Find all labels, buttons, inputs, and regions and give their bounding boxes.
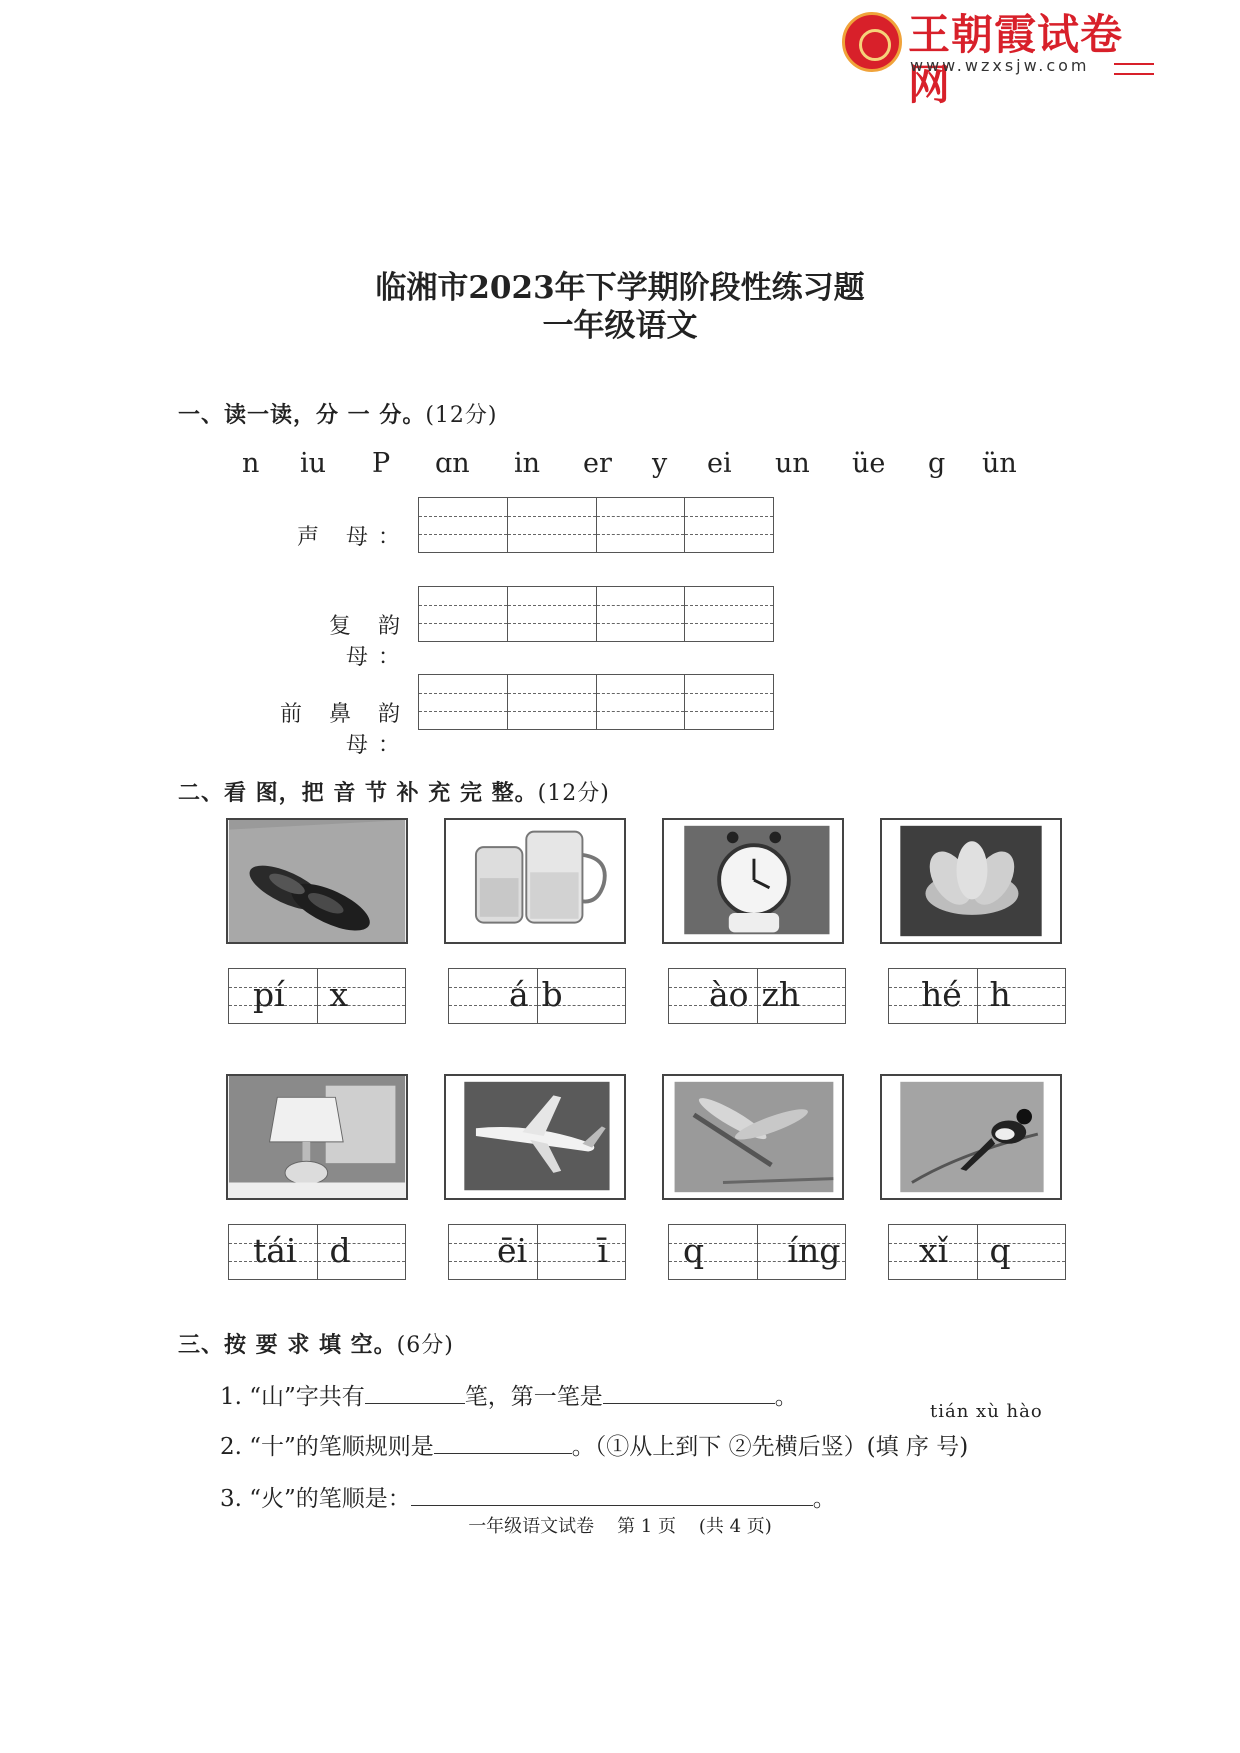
q1-text: 1. “山”字共有 — [220, 1384, 365, 1410]
seal-icon — [842, 12, 902, 72]
pinyin-item: ün — [982, 448, 1017, 479]
syllable-part: á — [509, 975, 529, 1014]
exam-subtitle: 一年级语文 — [542, 308, 698, 344]
syllable-part: zh — [761, 975, 801, 1014]
syllable-grid-lamp[interactable] — [228, 1224, 406, 1280]
site-logo — [842, 10, 1162, 109]
answer-grid-compound-finals[interactable] — [418, 586, 774, 642]
pinyin-item: y — [652, 448, 668, 479]
logo-url: www.wzxsjw.com — [910, 56, 1090, 75]
airplane-photo — [444, 1074, 626, 1200]
q3-suffix: 。 — [812, 1486, 836, 1512]
pinyin-item: üe — [852, 448, 886, 479]
section1-score: (12分) — [425, 403, 498, 428]
syllable-part: d — [329, 1231, 351, 1270]
section2-score: (12分) — [537, 781, 610, 806]
q1-blank-strokes[interactable] — [365, 1381, 465, 1404]
pinyin-item: g — [928, 448, 946, 479]
section3-heading — [178, 1328, 454, 1359]
logo-decoration — [1114, 63, 1154, 75]
pinyin-item: P — [372, 448, 391, 479]
answer-grid-initials[interactable] — [418, 497, 774, 553]
syllable-part: íng — [787, 1231, 841, 1270]
syllable-part: ēi — [497, 1231, 528, 1270]
syllable-grid-dragonfly[interactable] — [668, 1224, 846, 1280]
answer-grid-nasal-finals[interactable] — [418, 674, 774, 730]
q2-text: 2. “十”的笔顺规则是 — [220, 1434, 434, 1460]
exam-title: 临湘市2023年下学期阶段性练习题 — [375, 270, 865, 306]
syllable-part: tái — [253, 1231, 297, 1270]
pinyin-item: ɑn — [435, 448, 470, 479]
syllable-grid-airplane[interactable] — [448, 1224, 626, 1280]
question-2 — [220, 1428, 968, 1461]
q2-options: 。（①从上到下 ②先横后竖）(填 序 号) — [571, 1434, 969, 1460]
dragonfly-photo — [662, 1074, 844, 1200]
pinyin-item: un — [775, 448, 810, 479]
pinyin-item: in — [514, 448, 541, 479]
row-label-compound-finals: 复 韵 母： — [329, 614, 410, 670]
lotus-photo — [880, 818, 1062, 944]
q1-text-middle: 笔，第一笔是 — [464, 1384, 603, 1410]
syllable-part: b — [541, 975, 563, 1014]
logo-name: 王朝霞试卷网 — [908, 10, 1124, 109]
syllable-part: ào — [709, 975, 749, 1014]
row-label-nasal-finals: 前 鼻 韵 母： — [280, 702, 410, 758]
section1-title: 一、读一读，分 一 分。 — [178, 402, 426, 428]
q3-text: 3. “火”的笔顺是： — [220, 1486, 411, 1512]
question-1 — [220, 1378, 798, 1411]
syllable-part: h — [989, 975, 1011, 1014]
q1-suffix: 。 — [774, 1384, 798, 1410]
pinyin-list — [232, 448, 1032, 488]
syllable-grid-magpie[interactable] — [888, 1224, 1066, 1280]
shoes-photo — [226, 818, 408, 944]
section2-title: 二、看 图，把 音 节 补 充 完 整。 — [178, 780, 538, 806]
syllable-grid-shoes[interactable] — [228, 968, 406, 1024]
pinyin-item: er — [583, 448, 612, 479]
q3-blank-stroke-order[interactable] — [411, 1483, 813, 1506]
page-footer: 一年级语文试卷 第 1 页 (共 4 页) — [468, 1516, 772, 1537]
clock-photo — [662, 818, 844, 944]
section2-heading — [178, 776, 610, 807]
question-3 — [220, 1480, 836, 1513]
pinyin-item: n — [242, 448, 260, 479]
syllable-part: q — [989, 1231, 1011, 1270]
cups-photo — [444, 818, 626, 944]
section1-heading — [178, 398, 498, 429]
syllable-part: pí — [253, 975, 285, 1014]
pinyin-item: iu — [300, 448, 327, 479]
q2-blank-rule[interactable] — [434, 1431, 572, 1454]
pinyin-item: ei — [707, 448, 732, 479]
syllable-grid-clock[interactable] — [668, 968, 846, 1024]
section3-title: 三、按 要 求 填 空。 — [178, 1332, 397, 1358]
q1-blank-first-stroke[interactable] — [603, 1381, 775, 1404]
syllable-part: x — [329, 975, 349, 1014]
syllable-part: hé — [921, 975, 962, 1014]
syllable-part: xǐ — [919, 1231, 949, 1270]
syllable-part: ī — [597, 1231, 609, 1270]
lamp-photo — [226, 1074, 408, 1200]
syllable-part: q — [683, 1231, 705, 1270]
magpie-photo — [880, 1074, 1062, 1200]
syllable-grid-cups[interactable] — [448, 968, 626, 1024]
pinyin-annotation: tián xù hào — [930, 1401, 1043, 1422]
syllable-grid-lotus[interactable] — [888, 968, 1066, 1024]
row-label-initials: 声 母： — [297, 525, 410, 550]
section3-score: (6分) — [396, 1333, 454, 1358]
